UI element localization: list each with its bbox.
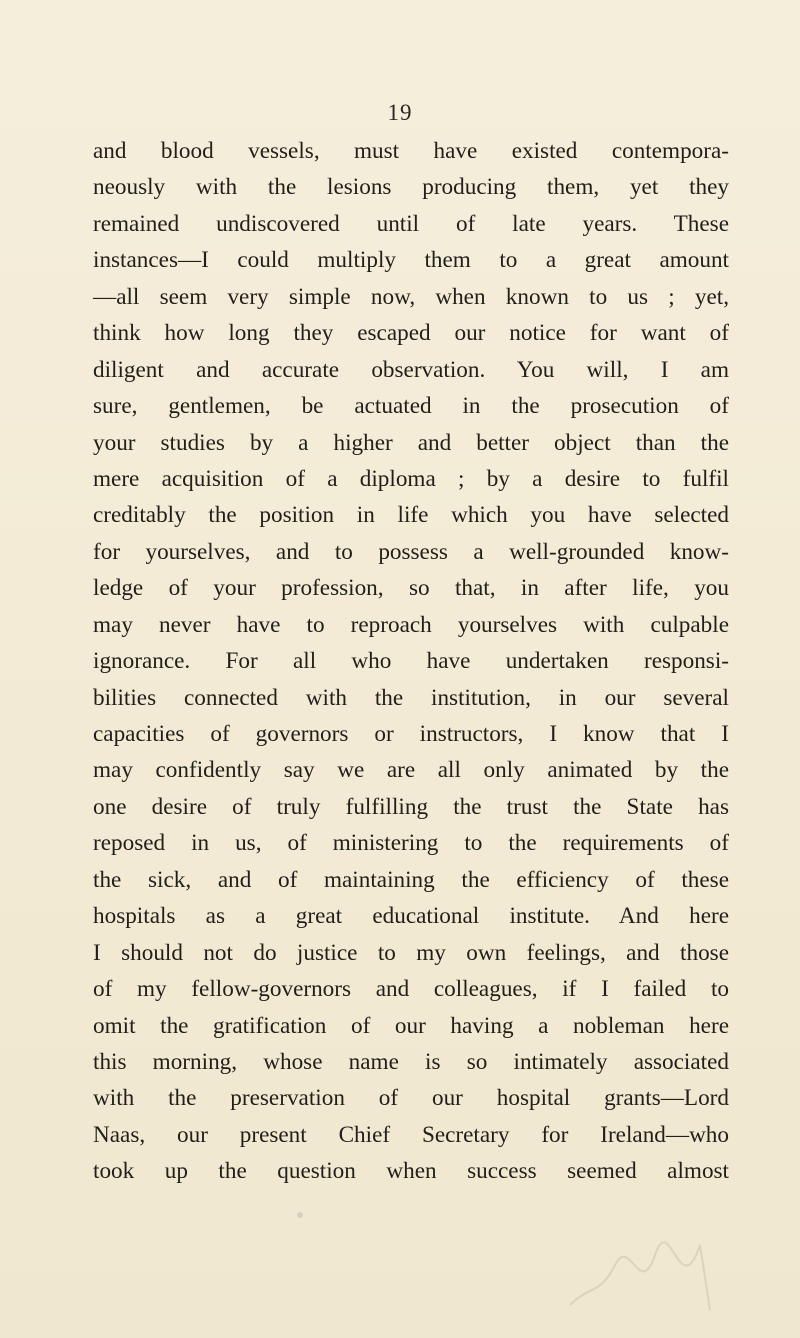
text-line: sure, gentlemen, be actuated in the prosecution of [93,393,729,420]
text-line: and blood vessels, must have existed contempora- [93,138,729,164]
text-line: creditably the position in life which you have selected [93,502,729,529]
text-line: may never have to reproach yourselves with culpable [93,611,729,638]
text-line: reposed in us, of ministering to the requirements of [93,830,729,857]
text-line: one desire of truly fulfilling the trust the State has [93,793,729,820]
text-line: the sick, and of maintaining the efficiency of these [93,866,729,893]
text-line: diligent and accurate observation. You will, I am [93,356,729,383]
text-line: hospitals as a great educational institute. And here [93,903,729,930]
text-line: capacities of governors or instructors, I know that I [93,721,729,747]
text-line: for yourselves, and to possess a well-grounded know- [93,538,729,565]
text-line: may confidently say we are all only animated by the [93,757,729,784]
paper-speck [297,1212,303,1218]
text-line: ledge of your profession, so that, in after life, you [93,575,729,602]
text-line: Naas, our present Chief Secretary for Ireland—who [93,1121,729,1148]
text-line: neously with the lesions producing them, yet they [93,174,729,201]
body-text [93,133,729,1190]
bleed-through-mark [560,1225,740,1315]
text-line: remained undiscovered until of late years. These [93,210,729,237]
text-line: —all seem very simple now, when known to us ; yet, [93,283,729,310]
text-line: bilities connected with the institution, in our several [93,684,729,711]
text-line: I should not do justice to my own feelings, and those [93,939,729,966]
text-line: instances—I could multiply them to a great amount [93,247,729,274]
text-line: mere acquisition of a diploma ; by a desire to fulfil [93,465,729,492]
page-number: 19 [387,100,413,125]
text-line: took up the question when success seemed almost [93,1158,729,1185]
text-line: this morning, whose name is so intimately associated [93,1048,729,1075]
text-line: omit the gratification of our having a nobleman here [93,1012,729,1039]
text-line: ignorance. For all who have undertaken responsi- [93,648,729,675]
text-line: your studies by a higher and better object than the [93,429,729,456]
text-line: think how long they escaped our notice for want of [93,320,729,347]
text-line: of my fellow-governors and colleagues, if I failed to [93,976,729,1003]
text-line: with the preservation of our hospital grants—Lord [93,1085,729,1112]
